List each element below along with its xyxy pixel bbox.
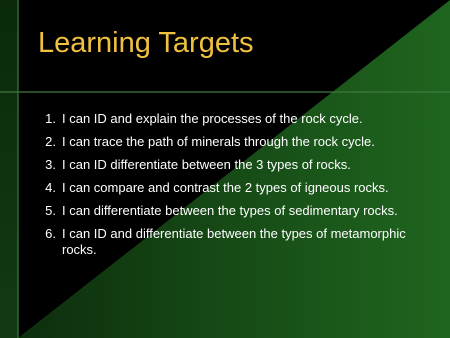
learning-targets-list: [30, 111, 430, 265]
list-item-number: 1.: [45, 111, 56, 126]
list-item-number: 4.: [45, 180, 56, 196]
list-item-text: I can ID and differentiate between the types of metamorphic rocks.: [62, 226, 406, 257]
list-item-text: I can ID and explain the processes of the rock cycle.: [62, 111, 363, 126]
list-item-text: I can compare and contrast the 2 types of igneous rocks.: [62, 180, 389, 196]
list-item: [30, 203, 430, 218]
list-item: [30, 157, 430, 172]
list-item-text: I can differentiate between the types of sedimentary rocks.: [62, 203, 398, 219]
list-item-text: I can trace the path of minerals through the rock cycle.: [62, 134, 375, 150]
list-item: [30, 111, 430, 126]
slide-title: Learning Targets: [38, 27, 254, 59]
list-item-number: 2.: [45, 134, 56, 150]
list-item: [30, 180, 430, 195]
list-item-number: 3.: [45, 157, 56, 173]
list-item: [30, 134, 430, 149]
left-accent-strip: [0, 0, 18, 338]
list-item-number: 6.: [45, 226, 56, 242]
list-item-text: I can ID differentiate between the 3 types of rocks.: [62, 157, 351, 173]
list-item: [30, 226, 430, 257]
list-item-number: 5.: [45, 203, 56, 219]
